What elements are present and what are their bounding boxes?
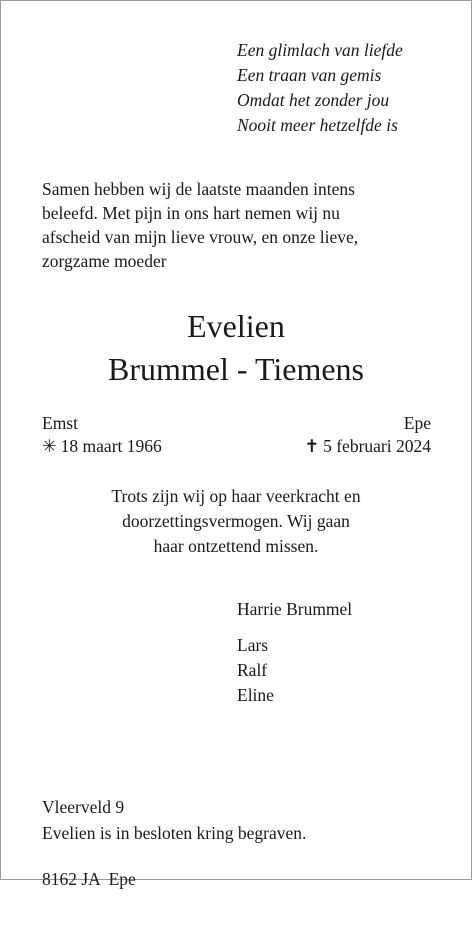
intro-line: Samen hebben wij de laatste maanden intens [42, 179, 355, 199]
poem-line: Een traan van gemis [237, 65, 382, 85]
child-name: Lars [237, 635, 269, 655]
death-place: Epe [403, 413, 431, 433]
death-date-line [304, 434, 431, 458]
tribute-line: Trots zijn wij op haar veerkracht en [111, 486, 361, 506]
death-date: 5 februari 2024 [323, 436, 431, 456]
child-name: Ralf [237, 660, 268, 680]
child-name: Eline [237, 685, 274, 705]
deceased-first-name: Evelien [187, 308, 285, 344]
birth-date: 18 maart 1966 [60, 436, 162, 456]
birth-place: Emst [42, 413, 78, 433]
address-postal-city: 8162 JA Epe [42, 869, 136, 889]
deceased-name [1, 305, 471, 391]
poem-line: Nooit meer hetzelfde is [237, 115, 398, 135]
birth-star-icon: ✳ [42, 436, 57, 456]
tribute-text [1, 484, 471, 559]
poem-line: Omdat het zonder jou [237, 90, 390, 110]
deceased-surname: Brummel - Tiemens [107, 351, 364, 387]
intro-line: zorgzame moeder [42, 251, 167, 271]
poem [237, 38, 403, 138]
intro-paragraph [42, 177, 433, 273]
burial-note: Evelien is in besloten kring begraven. [42, 823, 307, 843]
poem-line: Een glimlach van liefde [237, 40, 403, 60]
intro-line: beleefd. Met pijn in ons hart nemen wij nu [42, 203, 340, 223]
birth-date-line [42, 434, 162, 458]
intro-line: afscheid van mijn lieve vrouw, en onze lieve, [42, 227, 359, 247]
address-street: Vleerveld 9 [42, 797, 125, 817]
tribute-line: haar ontzettend missen. [153, 536, 319, 556]
tribute-line: doorzettingsvermogen. Wij gaan [122, 511, 350, 531]
spouse-name: Harrie Brummel [237, 599, 353, 619]
children-list [237, 633, 274, 708]
death-cross-icon: ✝ [304, 436, 320, 456]
